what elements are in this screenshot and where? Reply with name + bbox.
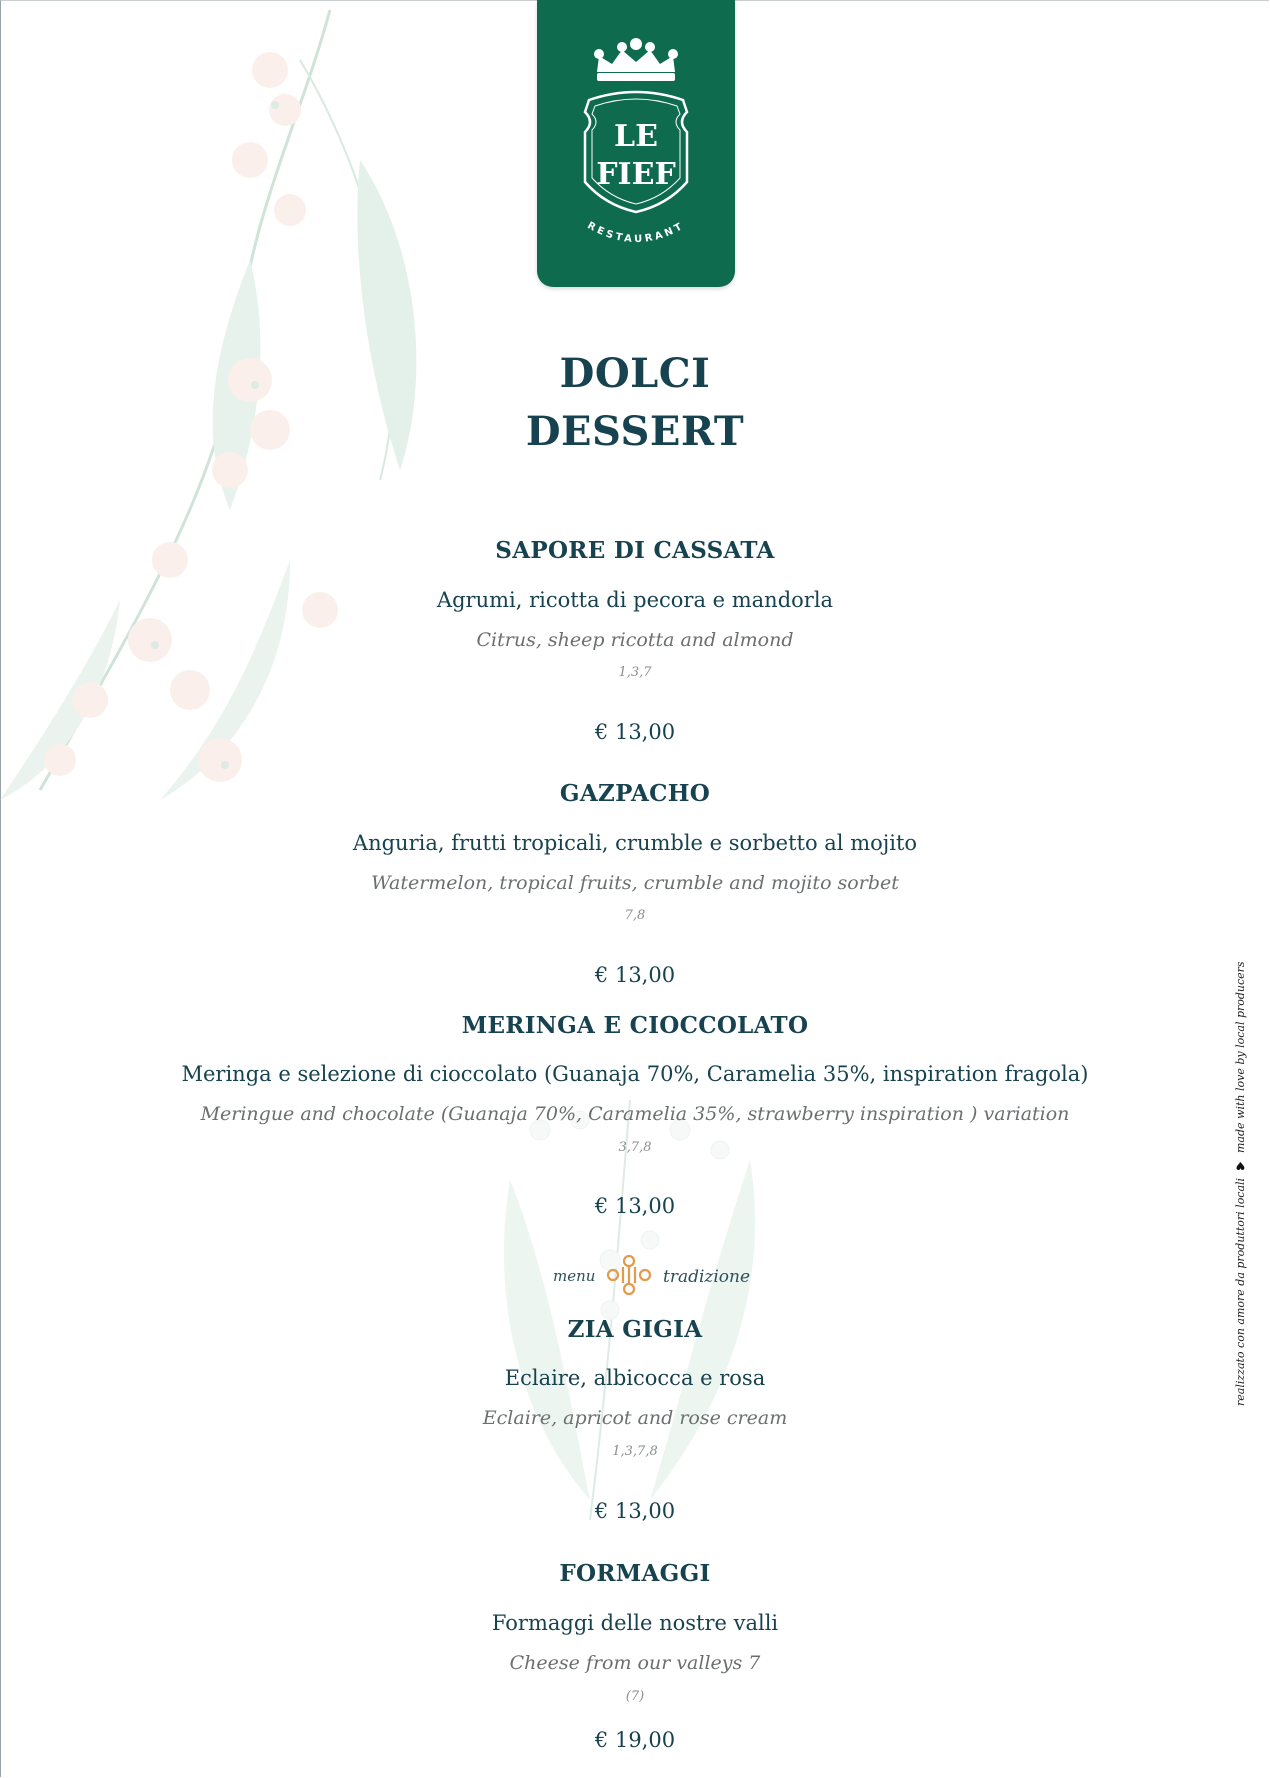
heart-icon: ♥ xyxy=(1234,1158,1247,1172)
item-description-en: Eclaire, apricot and rose cream xyxy=(482,1407,788,1429)
item-allergens: (7) xyxy=(625,1689,645,1704)
item-allergens: 1,3,7 xyxy=(618,665,652,680)
side-note xyxy=(1234,946,1247,1406)
tradizione-emblem-icon xyxy=(605,1253,653,1297)
page-title-italian: DOLCI xyxy=(559,350,711,397)
item-name: GAZPACHO xyxy=(559,780,711,807)
item-description-en: Meringue and chocolate (Guanaja 70%, Caramelia 35%, strawberry inspiration ) variation xyxy=(200,1103,1070,1125)
item-description-it: Meringa e selezione di cioccolato (Guanaja 70%, Caramelia 35%, inspiration fragola) xyxy=(181,1062,1089,1086)
item-description-en: Cheese from our valleys 7 xyxy=(509,1652,761,1674)
restaurant-logo xyxy=(537,0,735,287)
logo-tagline: RESTAURANT xyxy=(585,220,687,246)
logo-word-le: LE xyxy=(614,119,658,154)
menu-tradizione-badge xyxy=(545,1253,760,1297)
item-name: SAPORE DI CASSATA xyxy=(495,537,775,564)
crown-icon xyxy=(594,38,678,81)
item-description-it: Agrumi, ricotta di pecora e mandorla xyxy=(436,588,834,612)
item-price: € 13,00 xyxy=(594,1499,676,1523)
item-price: € 13,00 xyxy=(594,963,676,987)
item-description-it: Anguria, frutti tropicali, crumble e sorbetto al mojito xyxy=(352,831,918,855)
item-description-it: Eclaire, albicocca e rosa xyxy=(504,1366,766,1390)
side-note-english: made with love by local producers xyxy=(1234,961,1247,1153)
item-price: € 13,00 xyxy=(594,720,676,744)
item-price: € 13,00 xyxy=(594,1194,676,1218)
tradizione-label-right: tradizione xyxy=(663,1267,751,1287)
item-description-it: Formaggi delle nostre valli xyxy=(491,1611,779,1635)
logo-word-fief: FIEF xyxy=(596,157,676,192)
page-title-english: DESSERT xyxy=(525,408,745,455)
item-allergens: 7,8 xyxy=(624,908,646,923)
tradizione-label-left: menu xyxy=(553,1267,596,1285)
item-name: FORMAGGI xyxy=(559,1560,711,1587)
item-description-en: Citrus, sheep ricotta and almond xyxy=(476,629,794,651)
side-note-italian: realizzato con amore da produttori locali xyxy=(1234,1177,1247,1406)
item-allergens: 3,7,8 xyxy=(618,1140,652,1155)
item-description-en: Watermelon, tropical fruits, crumble and mojito sorbet xyxy=(371,872,899,894)
item-name: MERINGA E CIOCCOLATO xyxy=(461,1012,809,1039)
item-price: € 19,00 xyxy=(594,1728,676,1752)
item-name: ZIA GIGIA xyxy=(567,1316,703,1343)
item-allergens: 1,3,7,8 xyxy=(612,1444,658,1459)
